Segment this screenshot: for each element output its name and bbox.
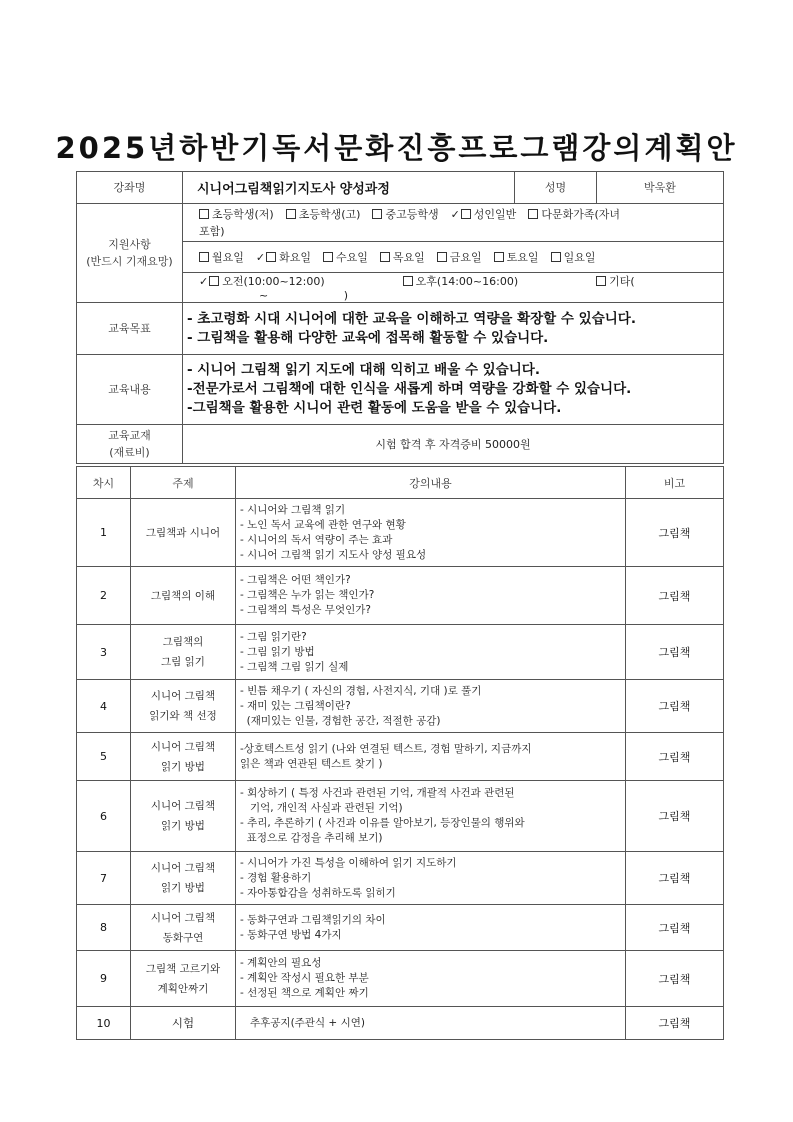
header-content: 강의내용 (236, 467, 626, 499)
schedule-row (77, 951, 724, 1007)
page-title: 2025년하반기독서문화진흥프로그램강의계획안 (55, 131, 738, 165)
session-topic (131, 567, 236, 625)
topic-line: 읽기 방법 (161, 820, 205, 832)
content-line: - 그림 읽기란? (240, 630, 307, 643)
topic-line: 시니어 그림책 (150, 800, 216, 812)
content-line: - 그림책은 어떤 책인가? (240, 574, 351, 586)
checkmark-icon: ✓ (199, 275, 209, 288)
content-line: - 그림 읽기 방법 (240, 645, 315, 658)
checkbox-icon (380, 252, 390, 262)
course-info-table (76, 171, 724, 464)
session-note: 그림책 (626, 499, 724, 567)
topic-line: 그림책 고르기와 (145, 962, 221, 975)
session-number: 9 (77, 951, 131, 1007)
checkbox-icon (437, 252, 447, 262)
course-label: 강좌명 (77, 172, 183, 204)
content-list (183, 355, 724, 425)
content-line: 읽은 책과 연관된 텍스트 찾기 ) (240, 757, 383, 770)
session-number: 8 (77, 905, 131, 951)
time-close: ) (343, 289, 349, 302)
content-line: -전문가로서 그림책에 대한 인식을 새롭게 하며 역량을 강화할 수 있습니다. (187, 381, 632, 397)
header-session: 차시 (77, 467, 131, 499)
day-option[interactable] (437, 249, 482, 265)
checkbox-icon (528, 209, 538, 219)
content-line: -그림책을 활용한 시니어 관련 활동에 도움을 받을 수 있습니다. (187, 400, 562, 416)
session-topic (131, 680, 236, 733)
checkbox-icon (286, 209, 296, 219)
header-note: 비고 (626, 467, 724, 499)
session-content (236, 567, 626, 625)
session-number: 4 (77, 680, 131, 733)
session-note: 그림책 (626, 733, 724, 781)
session-topic (131, 625, 236, 680)
session-content (236, 905, 626, 951)
topic-line: 시니어 그림책 (150, 911, 216, 924)
session-content (236, 625, 626, 680)
target-option[interactable] (528, 206, 620, 223)
topic-line: 그림책의 이해 (150, 589, 216, 602)
content-line: - 동화구연 방법 4가지 (240, 928, 342, 941)
day-option-label: 화요일 (279, 251, 311, 264)
content-line: 기억, 개인적 사실과 관련된 기억) (240, 802, 403, 814)
material-label: 교육교재 (재료비) (77, 425, 183, 464)
target-option[interactable] (372, 206, 438, 223)
schedule-header-row (77, 467, 724, 499)
content-line: - 노인 독서 교육에 관한 연구와 현황 (240, 518, 406, 531)
session-topic (131, 499, 236, 567)
topic-line: 그림책과 시니어 (145, 526, 221, 539)
day-option-label: 금요일 (449, 251, 482, 264)
material-value: 시험 합격 후 자격증비 50000원 (183, 425, 724, 464)
schedule-row (77, 905, 724, 951)
checkmark-icon: ✓ (450, 207, 460, 221)
target-option-label: 다문화가족(자녀 (541, 207, 620, 221)
content-label: 교육내용 (77, 355, 183, 425)
session-topic (131, 905, 236, 951)
day-option[interactable] (199, 249, 244, 265)
target-option-label: 중고등학생 (385, 207, 439, 221)
checkbox-icon (209, 276, 219, 286)
checkbox-icon (199, 209, 209, 219)
day-options (183, 242, 724, 273)
target-option[interactable] (451, 206, 517, 223)
name-label: 성명 (515, 172, 597, 204)
target-option[interactable] (286, 206, 361, 223)
session-content (236, 951, 626, 1007)
checkbox-icon (494, 252, 504, 262)
course-name: 시니어그림책읽기지도사 양성과정 (183, 172, 515, 204)
time-option-label: 오전(10:00~12:00) (222, 275, 325, 288)
content-line: - 동화구연과 그림책읽기의 차이 (240, 913, 386, 926)
session-note: 그림책 (626, 781, 724, 852)
content-line: -상호텍스트성 읽기 (나와 연결된 텍스트, 경험 말하기, 지금까지 (240, 742, 532, 755)
goal-list (183, 303, 724, 355)
content-line: - 자아통합감을 성취하도록 읽히기 (240, 886, 396, 899)
time-options (183, 273, 724, 303)
session-content (236, 781, 626, 852)
content-line: - 그림책 그림 읽기 실제 (240, 660, 349, 673)
session-content (236, 733, 626, 781)
day-option[interactable] (551, 249, 596, 265)
content-line: 표정으로 감정을 추리해 보기) (240, 832, 383, 844)
session-topic (131, 781, 236, 852)
schedule-row (77, 852, 724, 905)
session-topic (131, 951, 236, 1007)
day-option-label: 월요일 (212, 251, 244, 264)
session-number: 10 (77, 1007, 131, 1040)
session-note: 그림책 (626, 625, 724, 680)
topic-line: 읽기와 책 선정 (149, 710, 217, 722)
session-content (236, 852, 626, 905)
content-line: (재미있는 인물, 경험한 공간, 적절한 공감) (240, 714, 441, 727)
time-option[interactable] (596, 273, 635, 289)
session-number: 2 (77, 567, 131, 625)
header-topic: 주제 (131, 467, 236, 499)
checkbox-icon (403, 276, 413, 286)
target-option-label: 성인일반 (473, 207, 517, 221)
target-option[interactable] (199, 206, 274, 223)
session-number: 7 (77, 852, 131, 905)
session-content (236, 680, 626, 733)
schedule-table (76, 466, 724, 1040)
content-line: - 회상하기 ( 특정 사건과 관련된 기억, 개괄적 사건과 관련된 (240, 787, 515, 799)
time-option-label: 오후(14:00~16:00) (415, 275, 519, 288)
session-number: 6 (77, 781, 131, 852)
session-content (236, 1007, 626, 1040)
session-topic (131, 1007, 236, 1040)
topic-line: 시니어 그림책 (150, 690, 216, 702)
schedule-row (77, 1007, 724, 1040)
content-line: - 계획안 작성시 필요한 부분 (240, 972, 369, 984)
topic-line: 시험 (171, 1016, 195, 1030)
session-content (236, 499, 626, 567)
content-line: - 추리, 추론하기 ( 사건과 이유를 알아보기, 등장인물의 행위와 (240, 817, 525, 829)
session-note: 그림책 (626, 680, 724, 733)
content-line: - 시니어 그림책 읽기 지도에 대해 익히고 배울 수 있습니다. (187, 362, 540, 378)
session-topic (131, 733, 236, 781)
schedule-row (77, 733, 724, 781)
day-option-label: 수요일 (336, 251, 368, 264)
goal-label: 교육목표 (77, 303, 183, 355)
checkbox-icon (551, 252, 561, 262)
time-tilde: ~ (259, 289, 269, 302)
content-line: - 시니어 그림책 읽기 지도사 양성 필요성 (240, 548, 427, 561)
topic-line: 읽기 방법 (161, 760, 205, 773)
target-options (183, 204, 724, 242)
goal-line: - 초고령화 시대 시니어에 대한 교육을 이해하고 역량을 확장할 수 있습니다. (187, 310, 636, 327)
time-option[interactable] (199, 273, 325, 289)
schedule-row (77, 680, 724, 733)
content-line: 추후공지(주관식 + 시연) (250, 1016, 365, 1029)
checkbox-icon (199, 252, 209, 262)
day-option-label: 토요일 (506, 251, 539, 264)
goal-line: - 그림책을 활용해 다양한 교육에 접목해 활동할 수 있습니다. (187, 329, 549, 346)
session-note: 그림책 (626, 852, 724, 905)
day-option-label: 일요일 (563, 251, 596, 264)
content-line: - 선정된 책으로 계획안 짜기 (240, 987, 369, 999)
topic-line: 계획안짜기 (157, 982, 209, 995)
content-line: - 시니어의 독서 역량이 주는 효과 (240, 533, 393, 546)
content-line: - 시니어가 가진 특성을 이해하여 읽기 지도하기 (240, 856, 457, 869)
schedule-row (77, 625, 724, 680)
checkbox-icon (461, 209, 471, 219)
session-topic (131, 852, 236, 905)
session-number: 1 (77, 499, 131, 567)
content-line: - 그림책은 누가 읽는 책인가? (240, 589, 375, 601)
session-note: 그림책 (626, 567, 724, 625)
topic-line: 읽기 방법 (161, 882, 205, 894)
session-note: 그림책 (626, 951, 724, 1007)
checkbox-icon (372, 209, 382, 219)
topic-line: 시니어 그림책 (150, 862, 216, 874)
target-option-label: 초등학생(고) (298, 207, 361, 221)
content-line: - 경험 활용하기 (240, 871, 312, 884)
checkbox-icon (596, 276, 606, 286)
content-line: - 시니어와 그림책 읽기 (240, 503, 346, 516)
content-line: - 빈틈 채우기 ( 자신의 경험, 사전지식, 기대 )로 풀기 (240, 684, 482, 697)
time-option[interactable] (403, 273, 518, 289)
session-number: 3 (77, 625, 131, 680)
session-number: 5 (77, 733, 131, 781)
content-line: - 재미 있는 그림책이란? (240, 699, 351, 712)
session-note: 그림책 (626, 1007, 724, 1040)
schedule-row (77, 499, 724, 567)
topic-line: 동화구연 (162, 931, 204, 944)
day-option[interactable] (256, 249, 311, 265)
topic-line: 그림 읽기 (161, 656, 205, 668)
session-note: 그림책 (626, 905, 724, 951)
checkbox-icon (323, 252, 333, 262)
checkbox-icon (266, 252, 276, 262)
day-option[interactable] (494, 249, 539, 265)
schedule-row (77, 567, 724, 625)
content-line: - 그림책의 특성은 무엇인가? (240, 604, 371, 616)
day-option[interactable] (380, 249, 425, 265)
checkmark-icon: ✓ (255, 251, 266, 264)
name-value: 박욱환 (597, 172, 724, 204)
topic-line: 그림책의 (162, 636, 204, 648)
support-label: 지원사항 (반드시 기재요망) (77, 204, 183, 303)
schedule-row (77, 781, 724, 852)
content-line: - 계획안의 필요성 (240, 957, 322, 969)
target-option-label: 초등학생(저) (212, 207, 274, 221)
topic-line: 시니어 그림책 (150, 740, 216, 753)
target-wrap-text: 포함) (199, 224, 225, 238)
time-option-label: 기타( (609, 275, 635, 288)
day-option-label: 목요일 (392, 251, 425, 264)
day-option[interactable] (323, 249, 368, 265)
